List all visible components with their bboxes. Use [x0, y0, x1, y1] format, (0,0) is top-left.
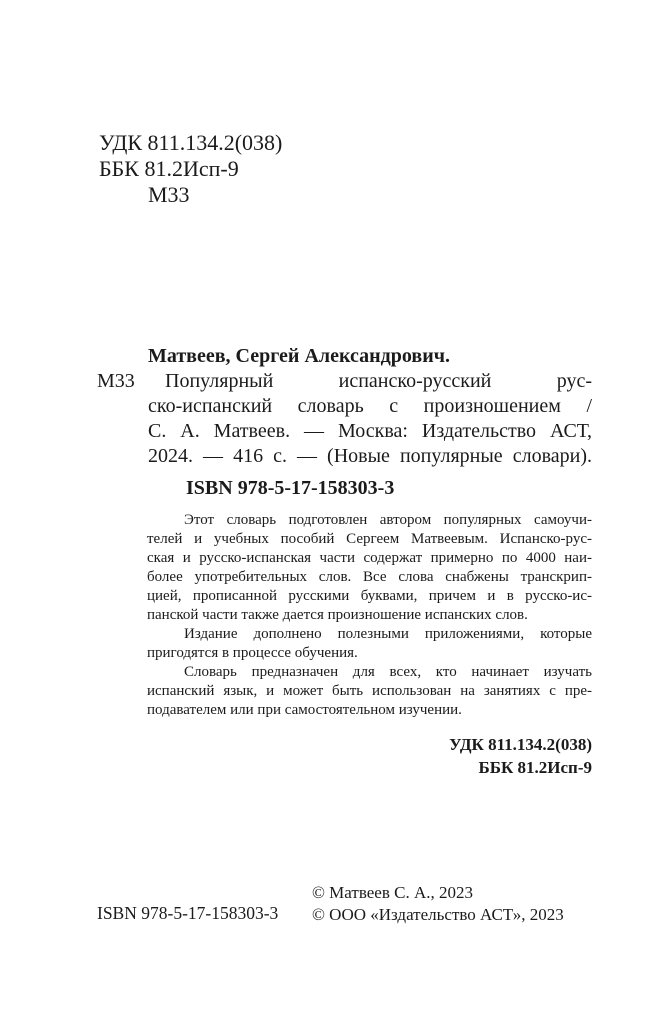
annotation-line: более употребительных слов. Все слова снабжены транскрип- [147, 569, 592, 585]
annotation-line: Этот словарь подготовлен автором популярных самоучи- [184, 512, 592, 528]
isbn-heading: ISBN 978-5-17-158303-3 [186, 477, 395, 499]
bbk-bottom: ББК 81.2Исп-9 [478, 758, 592, 777]
annotation-line: Издание дополнено полезными приложениями, которые [184, 626, 592, 642]
copyright-publisher-line: © ООО «Издательство АСТ», 2023 [312, 905, 564, 924]
annotation-line: панской части также дается произношение испанских слов. [147, 607, 528, 623]
bottom-classification-block [449, 733, 592, 779]
author-heading: Матвеев, Сергей Александрович. [148, 345, 451, 367]
catalog-entry-line: 2024. — 416 с. — (Новые популярные словари). [148, 445, 592, 467]
copyright-author-line: © Матвеев С. А., 2023 [312, 883, 473, 902]
top-classification-block [99, 130, 282, 208]
bbk-top: ББК 81.2Исп-9 [99, 156, 239, 181]
copyright-block [312, 882, 564, 926]
udk-bottom: УДК 811.134.2(038) [449, 735, 592, 754]
catalog-card [97, 344, 592, 469]
annotation-block [147, 511, 592, 720]
annotation-line: Словарь предназначен для всех, кто начинает изучать [184, 664, 592, 680]
annotation-line: подавателем или при самостоятельном изучении. [147, 702, 462, 718]
udk-top: УДК 811.134.2(038) [99, 130, 283, 155]
catalog-entry-line: ско-испанский словарь с произношением / [148, 395, 592, 417]
annotation-line: цией, прописанной русскими буквами, причем и в русско-ис- [147, 588, 592, 604]
footer-isbn: ISBN 978-5-17-158303-3 [97, 903, 279, 923]
author-code-margin: М33 [97, 370, 135, 392]
annotation-line: ская и русско-испанская части содержат примерно по 4000 наи- [147, 550, 592, 566]
annotation-line: пригодятся в процессе обучения. [147, 645, 358, 661]
annotation-line: испанский язык, и может быть использован на занятиях с пре- [147, 683, 592, 699]
annotation-line: телей и учебных пособий Сергеем Матвеевым. Испанско-рус- [147, 531, 592, 547]
catalog-entry-line: Популярный испанско-русский рус- [165, 370, 592, 392]
catalog-entry-line: С. А. Матвеев. — Москва: Издательство АСТ, [148, 420, 592, 442]
author-code-top: М33 [148, 182, 190, 207]
